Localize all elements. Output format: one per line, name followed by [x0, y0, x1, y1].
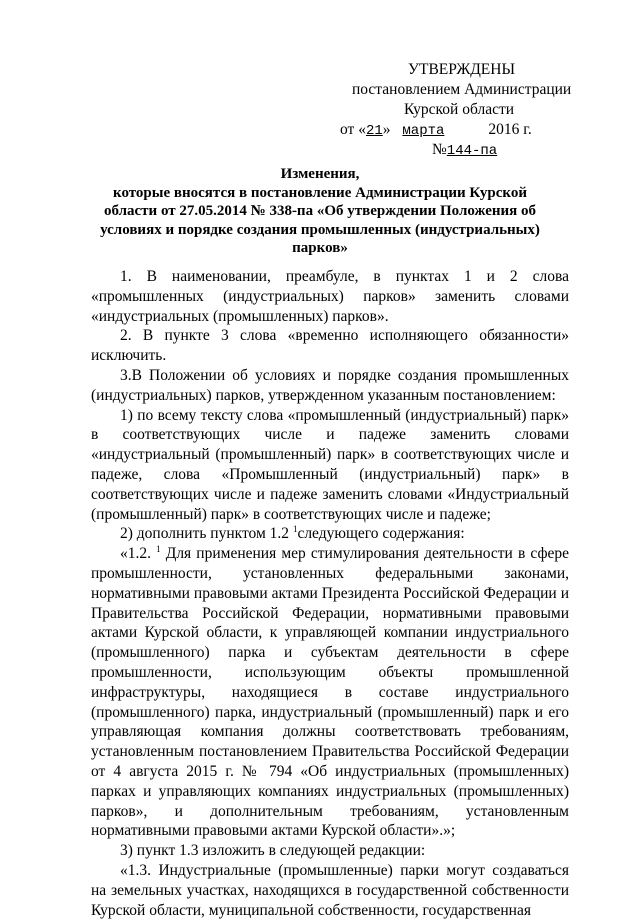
- date-prefix: от «: [340, 121, 366, 138]
- footnote-sup: 1: [156, 544, 161, 555]
- date-mid: »: [382, 121, 395, 138]
- paragraph-3: 3.В Положении об условиях и порядке создания промышленных (индустриальных) парков, утвержденном указанным постановлением:: [91, 366, 569, 404]
- approval-line-1: постановлением Администрации: [352, 81, 572, 98]
- approval-number: [432, 140, 497, 161]
- approval-date: [340, 120, 532, 141]
- date-day: 21: [365, 123, 383, 139]
- footnote-sup: 1: [292, 524, 298, 535]
- paragraph-7: 3) пункт 1.3 изложить в следующей редакции:: [120, 842, 426, 860]
- number-prefix: №: [432, 141, 447, 158]
- heading-line-3: условиях и порядке создания промышленных (индустриальных): [100, 221, 540, 238]
- paragraph-4: 1) по всему тексту слова «промышленный (индустриальный) парк» в соответствующих числе и падеже заменить словами «индустриальный (промышленный) парк» в соответствующих числе и падеже, слова «Промышленный (индустриальный) парк» в соответствующих числе и падеже заменить словами «Индустриальный (промышленный) парк» в соответствующих числе и падеже;: [91, 406, 569, 523]
- date-month: марта: [402, 123, 445, 139]
- paragraph-5: 2) дополнить пунктом 1.2 $^1$следующего содержания:: [120, 524, 465, 543]
- document-body: [91, 267, 569, 920]
- number-value: 144-па: [446, 143, 498, 159]
- paragraph-8: «1.3. Индустриальные (промышленные) парки могут создаваться на земельных участках, находящихся в государственной собственности Курской области, муниципальной собственности, государственная: [91, 861, 569, 919]
- heading-line-4: парков»: [292, 240, 348, 256]
- heading-title: Изменения,: [280, 166, 360, 182]
- date-suffix: 2016 г.: [488, 121, 532, 138]
- approval-title: УТВЕРЖДЕНЫ: [408, 61, 515, 78]
- approval-line-2: Курской области: [404, 101, 515, 118]
- paragraph-1: 1. В наименовании, преамбуле, в пунктах 1 и 2 слова «промышленных (индустриальных) парков» заменить словами «индустриальных (промышленных) парков».: [91, 268, 569, 325]
- heading-line-1: которые вносятся в постановление Администрации Курской: [113, 184, 527, 201]
- paragraph-6: «1.2. $^1$ Для применения мер стимулирования деятельности в сфере промышленности, установленных федеральными законами, нормативными правовыми актами Президента Российской Федерации и Правительства Российской Федерации, нормативными правовыми актами Курской области, к управляющей компании индустриального (промышленного) парка и субъектам деятельности в сфере промышленности, использующим объекты промышленной инфраструктуры, находящиеся в составе индустриального (промышленного) парка, индустриальный (промышленный) парк и его управляющая компания должны соответствовать требованиям, установленным постановлением Правительства Российской Федерации от 4 августа 2015 г. № 794 «Об индустриальных (промышленных) парках и управляющих компаниях индустриальных (промышленных) парков», и дополнительным требованиям, установленным нормативными правовыми актами Курской области».»;: [91, 544, 570, 840]
- heading-line-2: области от 27.05.2014 № 338-па «Об утверждении Положения об: [103, 203, 537, 219]
- document-heading: [100, 165, 540, 258]
- paragraph-2: 2. В пункте 3 слова «временно исполняющего обязанности» исключить.: [91, 327, 569, 365]
